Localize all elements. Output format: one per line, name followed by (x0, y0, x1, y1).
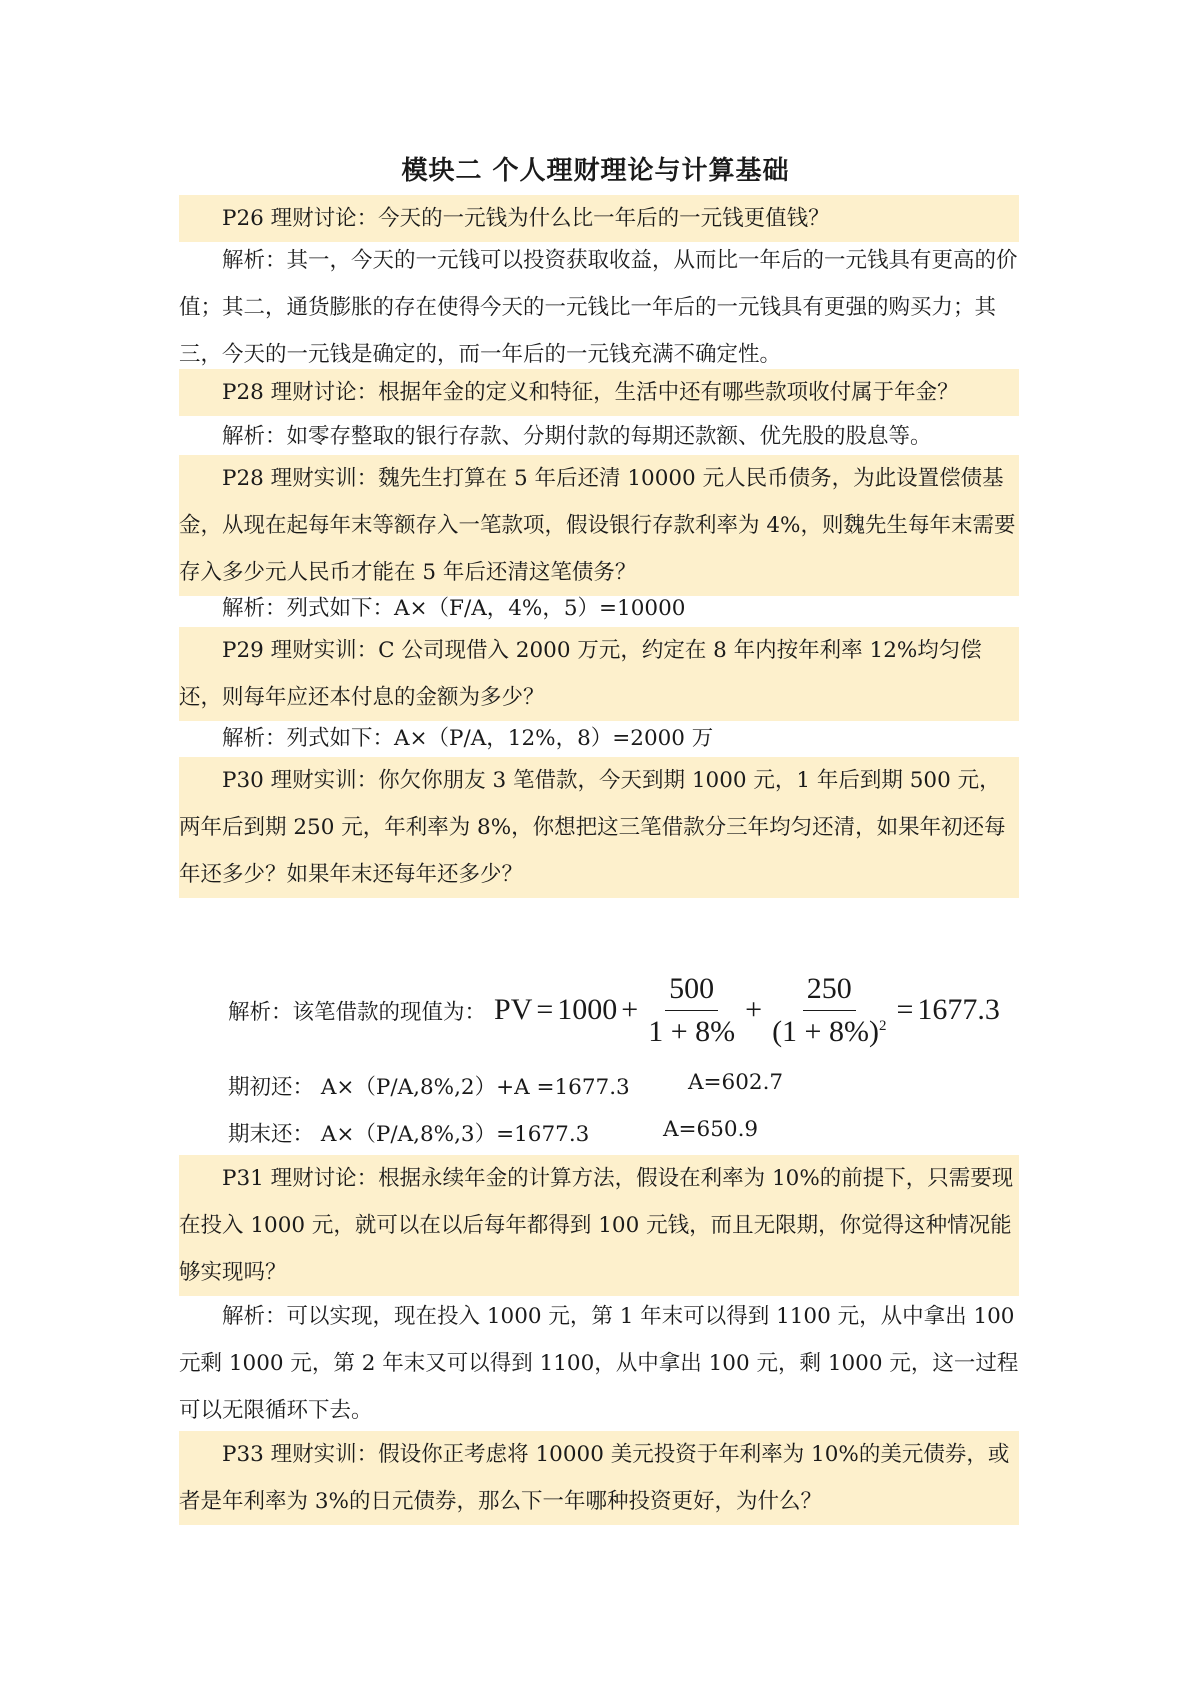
formula-equals: = (536, 993, 554, 1026)
page-title: 模块二 个人理财理论与计算基础 (401, 156, 790, 186)
end-label: 期末还： (228, 1122, 315, 1147)
answer-p29: 解析：列式如下：A×（P/A，12%，8）=2000 万 (222, 726, 714, 751)
formula-plus-1: + (621, 993, 639, 1026)
formula-prefix: 解析：该笔借款的现值为： (228, 999, 487, 1025)
begin-expression: A×（P/A,8%,2）+A =1677.3 (320, 1075, 630, 1100)
question-p28-discussion: P28 理财讨论：根据年金的定义和特征，生活中还有哪些款项收付属于年金？ (179, 369, 1019, 416)
fraction-2-exponent: 2 (878, 1017, 887, 1034)
formula-term1: 1000 (557, 993, 618, 1026)
answer-p30-formula (228, 970, 1000, 1050)
answer-p28-discussion: 解析：如零存整取的银行存款、分期付款的每期还款额、优先股的股息等。 (222, 424, 932, 449)
fraction-1 (648, 972, 735, 1049)
answer-p28-training: 解析：列式如下：A×（F/A，4%，5）=10000 (222, 596, 686, 621)
question-p33: P33 理财实训：假设你正考虑将 10000 美元投资于年利率为 10%的美元债券，或者是年利率为 3%的日元债券，那么下一年哪种投资更好，为什么？ (179, 1431, 1019, 1525)
begin-payment-line (228, 1070, 630, 1101)
formula-equals-2: = (896, 993, 914, 1026)
present-value-formula (494, 972, 1000, 1049)
question-p31: P31 理财讨论：根据永续年金的计算方法，假设在利率为 10%的前提下，只需要现在投入 1000 元，就可以在以后每年都得到 100 元钱，而且无限期，你觉得这种情况能够实现吗？ (179, 1155, 1019, 1296)
fraction-2-denominator (772, 1011, 886, 1049)
formula-result: 1677.3 (917, 993, 1000, 1026)
formula-lhs: PV (494, 993, 533, 1026)
question-p29: P29 理财实训：C 公司现借入 2000 万元，约定在 8 年内按年利率 12%均匀偿还，则每年应还本付息的金额为多少？ (179, 627, 1019, 721)
fraction-2-numerator: 250 (803, 972, 856, 1011)
answer-p26: 解析：其一，今天的一元钱可以投资获取收益，从而比一年后的一元钱具有更高的价值；其二，通货膨胀的存在使得今天的一元钱比一年后的一元钱具有更强的购买力；其三，今天的一元钱是确定的，而一年后的一元钱充满不确定性。 (179, 248, 1018, 367)
answer-p31: 解析：可以实现，现在投入 1000 元，第 1 年末可以得到 1100 元，从中拿出 100 元剩 1000 元，第 2 年末又可以得到 1100，从中拿出 100 元，剩 1000 元，这一过程可以无限循环下去。 (179, 1304, 1019, 1423)
fraction-2-base: (1 + 8%) (772, 1014, 879, 1048)
fraction-1-numerator: 500 (665, 972, 718, 1011)
question-p28-training: P28 理财实训：魏先生打算在 5 年后还清 10000 元人民币债务，为此设置偿债基金，从现在起每年末等额存入一笔款项，假设银行存款利率为 4%，则魏先生每年末需要存入多少元人民币才能在 5 年后还清这笔债务？ (179, 455, 1019, 596)
end-result: A=650.9 (663, 1117, 759, 1142)
fraction-1-denominator: 1 + 8% (648, 1014, 736, 1048)
fraction-2 (772, 972, 886, 1049)
question-p26: P26 理财讨论：今天的一元钱为什么比一年后的一元钱更值钱？ (179, 195, 1019, 242)
formula-plus-2: + (745, 993, 763, 1026)
begin-result: A=602.7 (688, 1070, 784, 1095)
end-expression: A×（P/A,8%,3）=1677.3 (320, 1122, 590, 1147)
begin-label: 期初还： (228, 1075, 315, 1100)
question-p30: P30 理财实训：你欠你朋友 3 笔借款，今天到期 1000 元，1 年后到期 500 元，两年后到期 250 元，年利率为 8%，你想把这三笔借款分三年均匀还清，如果年初还每年还多少？如果年末还每年还多少？ (179, 757, 1019, 898)
end-payment-line (228, 1117, 589, 1148)
